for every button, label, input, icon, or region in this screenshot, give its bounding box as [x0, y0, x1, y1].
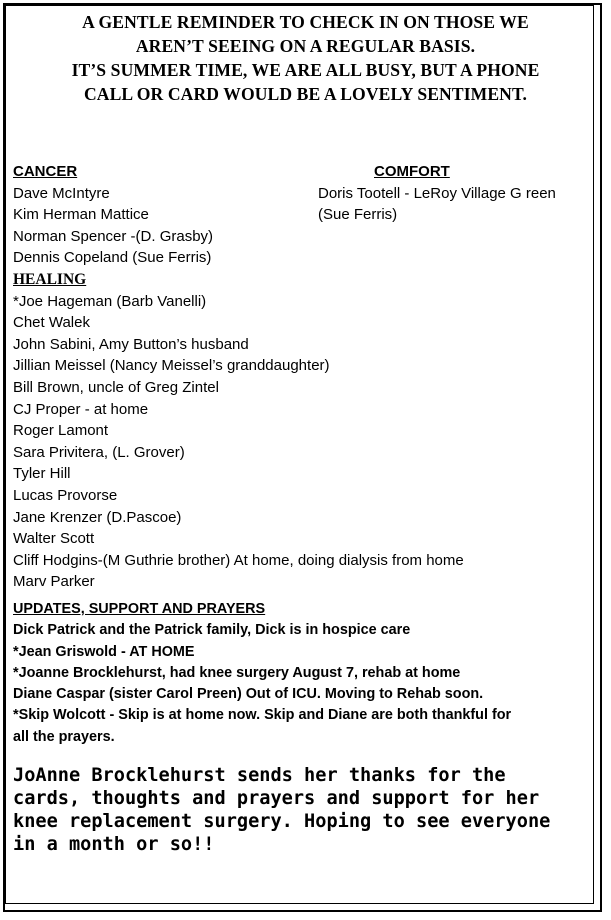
cancer-heading: CANCER	[13, 163, 78, 180]
updates-heading: UPDATES, SUPPORT AND PRAYERS	[13, 601, 266, 617]
reminder-header	[12, 10, 599, 106]
header-line: IT’S SUMMER TIME, WE ARE ALL BUSY, BUT A PHONE	[71, 60, 540, 80]
cancer-list-item: Norman Spencer -(D. Grasby)	[13, 227, 214, 245]
updates-line: *Joanne Brocklehurst, had knee surgery August 7, rehab at home	[13, 664, 461, 681]
healing-list-item: Bill Brown, uncle of Greg Zintel	[13, 378, 219, 396]
updates-line: Dick Patrick and the Patrick family, Dick is in hospice care	[13, 622, 411, 639]
cancer-list-item: Dennis Copeland (Sue Ferris)	[13, 249, 212, 267]
message-line: cards, thoughts and prayers and support for her	[13, 788, 540, 809]
healing-list-item: Marv Parker	[13, 573, 95, 591]
healing-list-item: Jane Krenzer (D.Pascoe)	[13, 508, 182, 526]
healing-list-item: Sara Privitera, (L. Grover)	[13, 443, 185, 461]
healing-list-item: John Sabini, Amy Button’s husband	[13, 335, 249, 353]
updates-line: *Skip Wolcott - Skip is at home now. Skip and Diane are both thankful for	[13, 707, 512, 724]
cancer-list-item: Kim Herman Mattice	[13, 206, 149, 224]
message-line: JoAnne Brocklehurst sends her thanks for the	[13, 765, 506, 786]
comfort-list-item: (Sue Ferris)	[318, 206, 398, 224]
healing-list-item: Jillian Meissel (Nancy Meissel’s granddaughter)	[13, 357, 330, 375]
healing-list-item: Lucas Provorse	[13, 486, 118, 504]
header-line: A GENTLE REMINDER TO CHECK IN ON THOSE WE	[82, 12, 529, 32]
comfort-heading: COMFORT	[374, 163, 450, 180]
updates-line: Diane Caspar (sister Carol Preen) Out of ICU. Moving to Rehab soon.	[13, 686, 484, 703]
healing-list-item: Roger Lamont	[13, 422, 109, 440]
healing-heading: HEALING	[13, 270, 87, 288]
comfort-list-item: Doris Tootell - LeRoy Village G reen	[318, 184, 556, 202]
header-line: CALL OR CARD WOULD BE A LOVELY SENTIMENT.	[83, 84, 528, 104]
healing-list-item: *Joe Hageman (Barb Vanelli)	[13, 292, 207, 310]
healing-list-item: CJ Proper - at home	[13, 400, 149, 418]
healing-list-item: Walter Scott	[13, 530, 95, 548]
comfort-column	[318, 161, 556, 226]
updates-line: all the prayers.	[13, 728, 115, 745]
healing-list-item: Chet Walek	[13, 314, 90, 332]
header-line: AREN’T SEEING ON A REGULAR BASIS.	[135, 36, 476, 56]
cancer-list-item: Dave McIntyre	[13, 184, 110, 202]
healing-list-item: Cliff Hodgins-(M Guthrie brother) At home, doing dialysis from home	[13, 551, 464, 569]
thank-you-message	[13, 764, 550, 856]
updates-section	[13, 599, 511, 748]
message-line: knee replacement surgery. Hoping to see everyone	[13, 811, 551, 832]
left-column	[13, 161, 464, 593]
message-line: in a month or so!!	[13, 834, 215, 855]
updates-line: *Jean Griswold - AT HOME	[13, 643, 195, 660]
healing-list-item: Tyler Hill	[13, 465, 71, 483]
